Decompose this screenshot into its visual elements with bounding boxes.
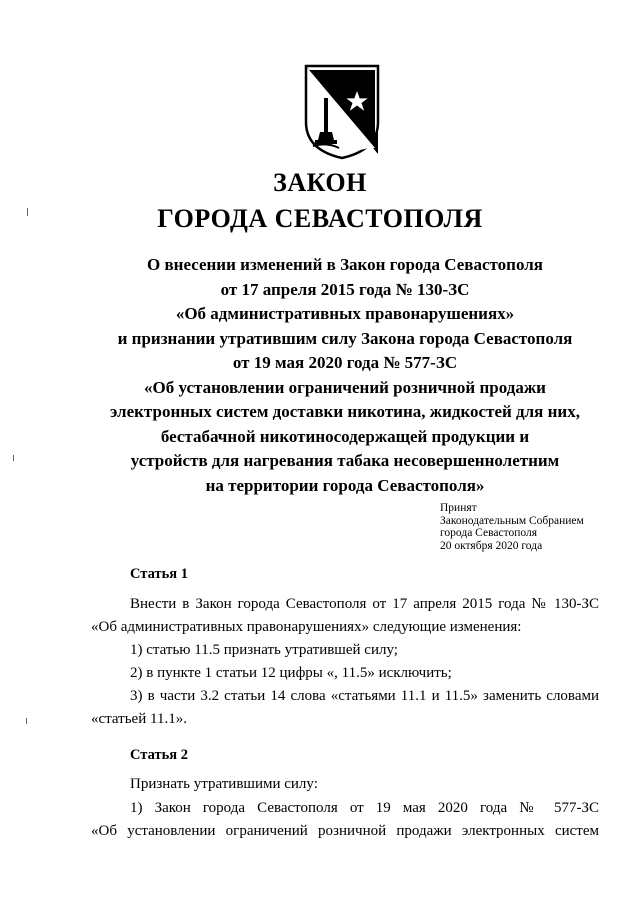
article-1-title: Статья 1 xyxy=(130,566,188,582)
paragraph-line: 3) в части 3.2 статьи 14 слова «статьями 11.1 и 11.5» заменить словами xyxy=(130,688,599,704)
list-item: 2) в пункте 1 статьи 12 цифры «, 11.5» исключить; xyxy=(130,665,452,681)
paragraph-line: «Об административных правонарушениях» следующие изменения: xyxy=(91,619,522,635)
scan-artifact xyxy=(13,455,14,461)
article-1-intro xyxy=(91,593,599,639)
heading-line: «Об административных правонарушениях» xyxy=(175,304,515,323)
heading-line: и признании утратившим силу Закона города Севастополя xyxy=(117,328,573,348)
law-title-city: ГОРОДА СЕВАСТОПОЛЯ xyxy=(157,204,483,233)
scan-artifact xyxy=(27,208,28,216)
paragraph-line: Признать утратившими силу: xyxy=(130,776,318,792)
article-1-item-1 xyxy=(91,639,599,662)
article-2-title: Статья 2 xyxy=(130,747,188,763)
article-1-item-3 xyxy=(91,685,599,731)
article-2-intro xyxy=(91,773,599,796)
sevastopol-coat-of-arms-icon xyxy=(303,62,381,160)
paragraph-line: Внести в Закон города Севастополя от 17 апреля 2015 года № 130-ЗС xyxy=(130,596,599,612)
heading-line: «Об установлении ограничений розничной продажи xyxy=(144,377,546,397)
heading-line: от 19 мая 2020 года № 577-ЗС xyxy=(232,353,458,372)
paragraph-line: 1) Закон города Севастополя от 19 мая 2020 года № 577-ЗС xyxy=(130,800,599,816)
adoption-date: 20 октября 2020 года xyxy=(440,539,543,552)
adoption-line: города Севастополя xyxy=(440,527,537,539)
heading-line: от 17 апреля 2015 года № 130-ЗС xyxy=(220,279,470,299)
scan-artifact xyxy=(26,718,27,724)
heading-line: бестабачной никотиносодержащей продукции и xyxy=(160,426,530,446)
article-1-item-2 xyxy=(91,662,599,685)
adoption-note xyxy=(440,502,584,552)
paragraph-line: «статьей 11.1». xyxy=(91,711,187,727)
heading-line: устройств для нагревания табака несовершеннолетним xyxy=(130,451,560,470)
heading-line: О внесении изменений в Закон города Севастополя xyxy=(147,255,543,274)
heading-line: на территории города Севастополя» xyxy=(205,475,485,495)
heading-line: электронных систем доставки никотина, жидкостей для них, xyxy=(110,402,580,421)
list-item: 1) статью 11.5 признать утратившей силу; xyxy=(130,642,398,658)
adoption-line: Законодательным Собранием xyxy=(440,514,584,527)
adoption-line: Принят xyxy=(440,502,477,514)
article-2-item-1 xyxy=(91,797,599,843)
law-title: ЗАКОН xyxy=(273,168,367,197)
law-heading xyxy=(95,253,595,498)
paragraph-line: «Об установлении ограничений розничной продажи электронных систем xyxy=(91,823,599,839)
